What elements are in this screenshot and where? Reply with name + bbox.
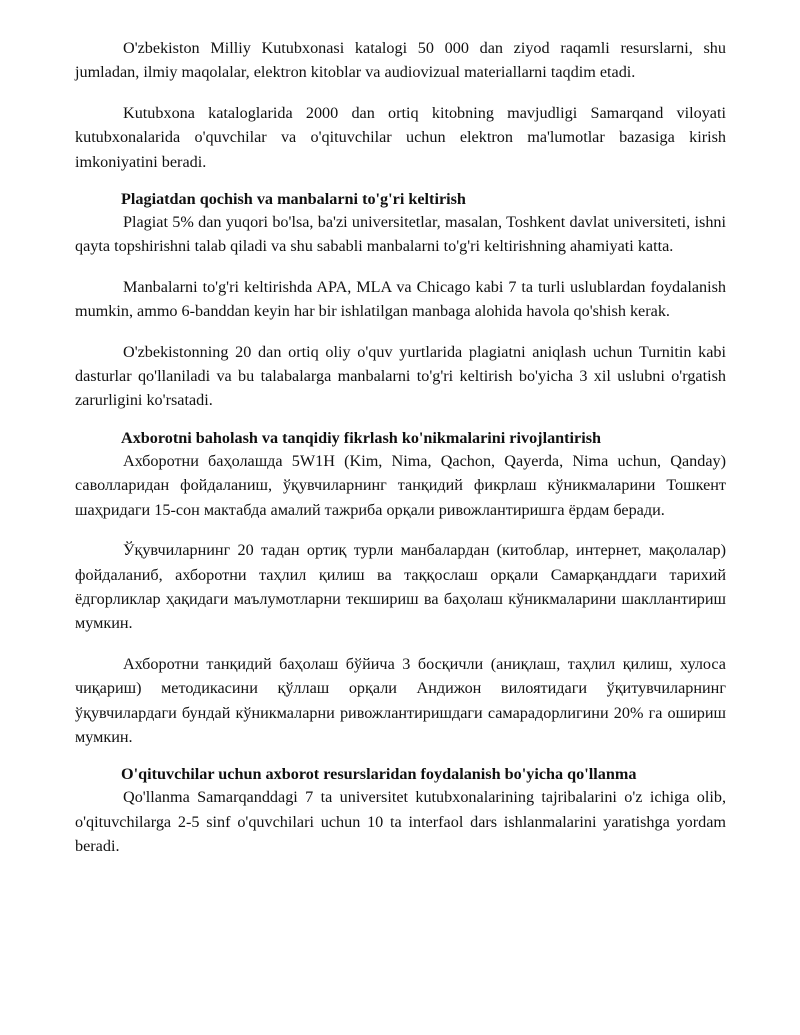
teacher-guide-paragraph-1: Qo'llanma Samarqanddagi 7 ta universitet kutubxonalarining tajribalarini o'z ichiga olib, o'qituvchilarga 2-5 sinf o'quvchilari uchun 10 ta interfaol dars ishlanmalarini yaratishga yordam beradi.: [75, 788, 726, 856]
section-heading-teacher-guide: O'qituvchilar uchun axborot resurslaridan foydalanish bo'yicha qo'llanma: [121, 765, 637, 784]
intro-paragraph-2: Kutubxona kataloglarida 2000 dan ortiq kitobning mavjudligi Samarqand viloyati kutubxonalarida o'quvchilar va o'qituvchilar uchun elektron ma'lumotlar bazasiga kirish imkoniyatini beradi.: [75, 103, 726, 171]
document-page: [75, 36, 726, 875]
plagiarism-paragraph-3: O'zbekistonning 20 dan ortiq oliy o'quv yurtlarida plagiatni aniqlash uchun Turnitin kabi dasturlar qo'llaniladi va bu talabalarga manbalarni to'g'ri keltirish bo'yicha 3 xil uslubni o'rgatish zarurligini ko'rsatadi.: [75, 342, 726, 410]
plagiarism-paragraph-2: Manbalarni to'g'ri keltirishda APA, MLA va Chicago kabi 7 ta turli uslublardan foydalanish mumkin, ammo 6-banddan keyin har bir ishlatilgan manbaga alohida havola qo'shish kerak.: [75, 277, 726, 321]
critical-thinking-paragraph-3: Ахборотни танқидий баҳолаш бўйича 3 босқичли (аниқлаш, таҳлил қилиш, хулоса чиқариш) методикасини қўллаш орқали Андижон вилоятидаги ўқитувчиларнинг ўқувчилардаги бундай кўникмаларни ривожлантиришдаги самарадорлигини 20% га ошириш мумкин.: [75, 654, 726, 746]
section-heading-plagiarism: Plagiatdan qochish va manbalarni to'g'ri keltirish: [121, 190, 466, 209]
section-heading-critical-thinking: Axborotni baholash va tanqidiy fikrlash ko'nikmalarini rivojlantirish: [121, 428, 602, 447]
plagiarism-paragraph-1: Plagiat 5% dan yuqori bo'lsa, ba'zi universitetlar, masalan, Toshkent davlat universiteti, ishni qayta topshirishni talab qiladi va shu sababli manbalarni to'g'ri keltirishning ahamiyati katta.: [75, 213, 726, 256]
intro-paragraph-1: O'zbekiston Milliy Kutubxonasi katalogi 50 000 dan ziyod raqamli resurslarni, shu jumladan, ilmiy maqolalar, elektron kitoblar va audiovizual materiallarni taqdim etadi.: [75, 39, 726, 82]
critical-thinking-paragraph-1: Ахборотни баҳолашда 5W1H (Kim, Nima, Qachon, Qayerda, Nima uchun, Qanday) саволларидан фойдаланиш, ўқувчиларнинг танқидий фикрлаш кўникмаларини Тошкент шаҳридаги 15-сон мактабда амалий тажриба орқали ривожлантиришга ёрдам беради.: [75, 451, 726, 519]
critical-thinking-paragraph-2: Ўқувчиларнинг 20 тадан ортиқ турли манбалардан (китоблар, интернет, мақолалар) фойдаланиб, ахборотни таҳлил қилиш ва таққослаш орқали Самарқанддаги тарихий ёдгорликлар ҳақидаги маълумотларни текшириш ва баҳолаш кўникмаларини шакллантириш мумкин.: [75, 541, 726, 633]
